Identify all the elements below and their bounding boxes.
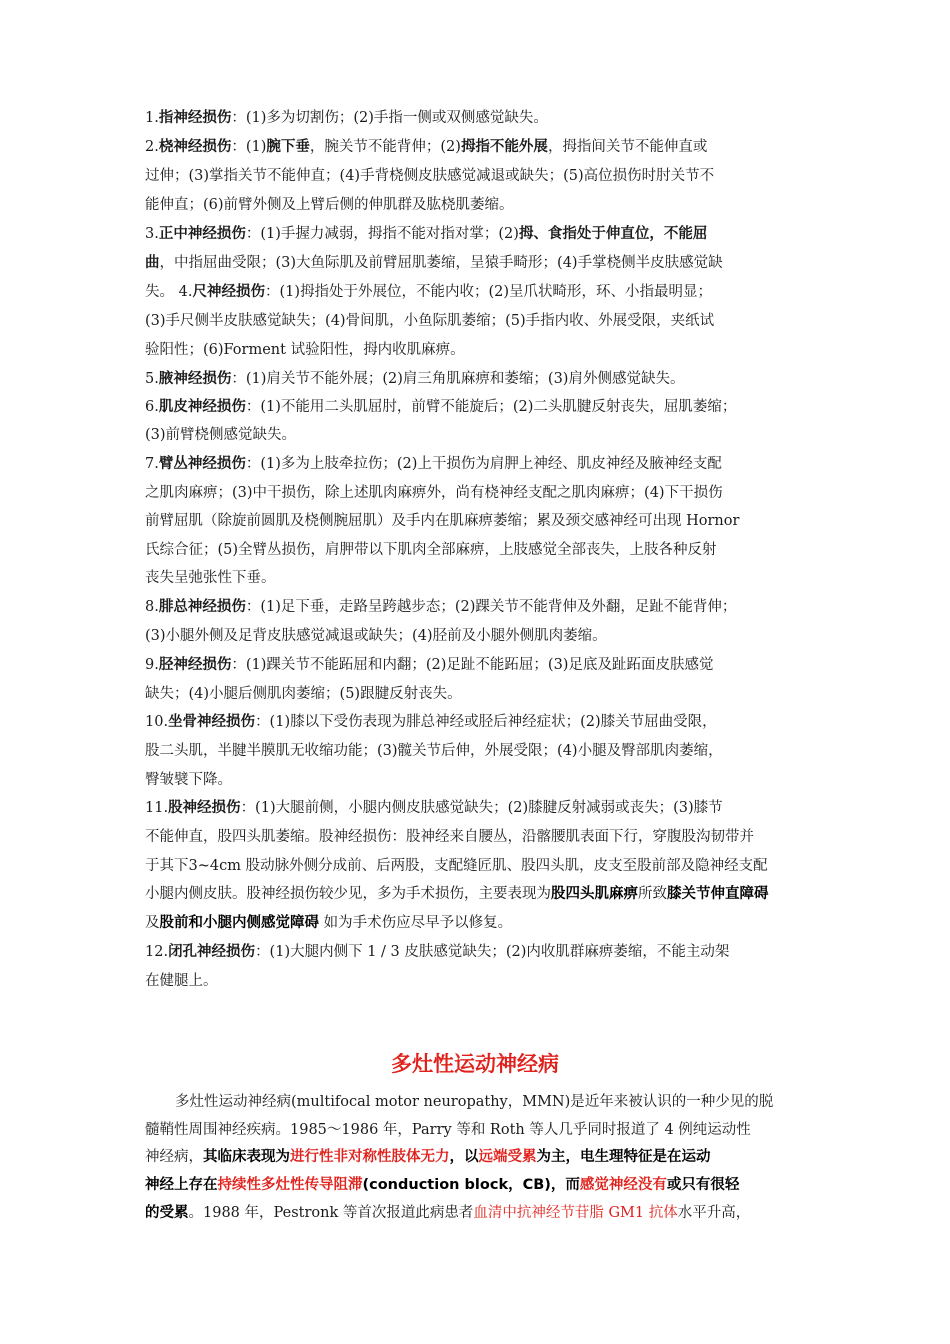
- item-5-line: 5.腋神经损伤：(1)肩关节不能外展；(2)肩三角肌麻痹和萎缩；(3)肩外侧感觉缺失。: [145, 371, 685, 387]
- item-11-line-3: 于其下3~4cm 股动脉外侧分成前、后两股，支配缝匠肌、股四头肌，皮支至股前部及隐神经支配: [145, 858, 768, 874]
- item-9-line: 9.胫神经损伤：(1)踝关节不能跖屈和内翻；(2)足趾不能跖屈；(3)足底及趾跖面皮肤感觉: [145, 657, 714, 673]
- item-10-line-2: 股二头肌，半腱半膜肌无收缩功能；(3)髋关节后伸，外展受限；(4)小腿及臀部肌肉萎缩，: [145, 743, 723, 759]
- mmn-paragraph-line-4: 神经上存在持续性多灶性传导阻滞(conduction block，CB)，而感觉神经没有或只有很轻: [145, 1177, 740, 1193]
- section-title: 多灶性运动神经病: [391, 1052, 559, 1076]
- item-7-line: 7.臂丛神经损伤：(1)多为上肢牵拉伤；(2)上干损伤为肩胛上神经、肌皮神经及腋神经支配: [145, 456, 722, 472]
- item-12-line: 12.闭孔神经损伤：(1)大腿内侧下 1 / 3 皮肤感觉缺失；(2)内收肌群麻痹萎缩，不能主动架: [145, 944, 730, 960]
- item-4-line-2: (3)手尺侧半皮肤感觉缺失；(4)骨间肌，小鱼际肌萎缩；(5)手指内收、外展受限，夹纸试: [145, 313, 715, 329]
- item-2-line-2: 过伸；(3)掌指关节不能伸直；(4)手背桡侧皮肤感觉减退或缺失；(5)高位损伤时肘关节不: [145, 168, 715, 184]
- mmn-paragraph-line-2: 髓鞘性周围神经疾病。1985～1986 年，Parry 等和 Roth 等人几乎同时报道了 4 例纯运动性: [145, 1122, 751, 1138]
- item-6-line-2: (3)前臂桡侧感觉缺失。: [145, 427, 297, 443]
- item-6-line: 6.肌皮神经损伤：(1)不能用二头肌屈肘，前臂不能旋后；(2)二头肌腱反射丧失，屈肌萎缩；: [145, 399, 737, 415]
- item-7-line-3: 前臂屈肌（除旋前圆肌及桡侧腕屈肌）及手内在肌麻痹萎缩；累及颈交感神经可出现 Hornor: [145, 513, 740, 529]
- item-12-line-2: 在健腿上。: [145, 973, 218, 989]
- item-7-line-4: 氏综合征；(5)全臂丛损伤，肩胛带以下肌肉全部麻痹，上肢感觉全部丧失，上肢各种反射: [145, 542, 717, 558]
- item-11-line-2: 不能伸直，股四头肌萎缩。股神经损伤：股神经来自腰丛，沿髂腰肌表面下行，穿腹股沟韧带并: [145, 829, 754, 845]
- mmn-paragraph-line-5: 的受累。1988 年，Pestronk 等首次报道此病患者血清中抗神经节苷脂 GM1 抗体水平升高，: [145, 1205, 751, 1221]
- item-7-line-2: 之肌肉麻痹；(3)中干损伤，除上述肌肉麻痹外，尚有桡神经支配之肌肉麻痹；(4)下干损伤: [145, 485, 723, 501]
- mmn-paragraph-line-1: 多灶性运动神经病(multifocal motor neuropathy，MMN)是近年来被认识的一种少见的脱: [175, 1094, 774, 1110]
- item-10-line-3: 臀皱襞下降。: [145, 772, 232, 788]
- item-3-line: 3.正中神经损伤：(1)手握力减弱，拇指不能对指对掌；(2)拇、食指处于伸直位，不能屈: [145, 226, 708, 242]
- item-11-line: 11.股神经损伤：(1)大腿前侧，小腿内侧皮肤感觉缺失；(2)膝腱反射减弱或丧失；(3)膝节: [145, 800, 723, 816]
- item-7-line-5: 丧失呈弛张性下垂。: [145, 570, 276, 586]
- item-4-line: 失。 4.尺神经损伤：(1)拇指处于外展位，不能内收；(2)呈爪状畸形，环、小指最明显；: [145, 284, 713, 300]
- item-11-line-5: 及股前和小腿内侧感觉障碍 如为手术伤应尽早予以修复。: [145, 915, 513, 931]
- item-3-line-2: 曲，中指屈曲受限；(3)大鱼际肌及前臂屈肌萎缩，呈猿手畸形；(4)手掌桡侧半皮肤感觉缺: [145, 255, 723, 271]
- item-10-line: 10.坐骨神经损伤：(1)膝以下受伤表现为腓总神经或胫后神经症状；(2)膝关节屈曲受限，: [145, 714, 717, 730]
- item-8-line: 8.腓总神经损伤：(1)足下垂，走路呈跨越步态；(2)踝关节不能背伸及外翻，足趾不能背伸；: [145, 599, 737, 615]
- item-1-line: 1.指神经损伤：(1)多为切割伤；(2)手指一侧或双侧感觉缺失。: [145, 110, 548, 126]
- item-11-line-4: 小腿内侧皮肤。股神经损伤较少见，多为手术损伤，主要表现为股四头肌麻痹所致膝关节伸直障碍: [145, 886, 769, 902]
- mmn-paragraph-line-3: 神经病，其临床表现为进行性非对称性肢体无力，以远端受累为主，电生理特征是在运动: [145, 1149, 711, 1165]
- item-8-line-2: (3)小腿外侧及足背皮肤感觉减退或缺失；(4)胫前及小腿外侧肌肉萎缩。: [145, 628, 607, 644]
- item-2-line: 2.桡神经损伤：(1)腕下垂，腕关节不能背伸；(2)拇指不能外展，拇指间关节不能伸直或: [145, 139, 708, 155]
- item-4-line-3: 验阳性；(6)Forment 试验阳性，拇内收肌麻痹。: [145, 342, 465, 358]
- item-2-line-3: 能伸直；(6)前臂外侧及上臂后侧的伸肌群及肱桡肌萎缩。: [145, 197, 514, 213]
- item-9-line-2: 缺失；(4)小腿后侧肌肉萎缩；(5)跟腱反射丧失。: [145, 686, 462, 702]
